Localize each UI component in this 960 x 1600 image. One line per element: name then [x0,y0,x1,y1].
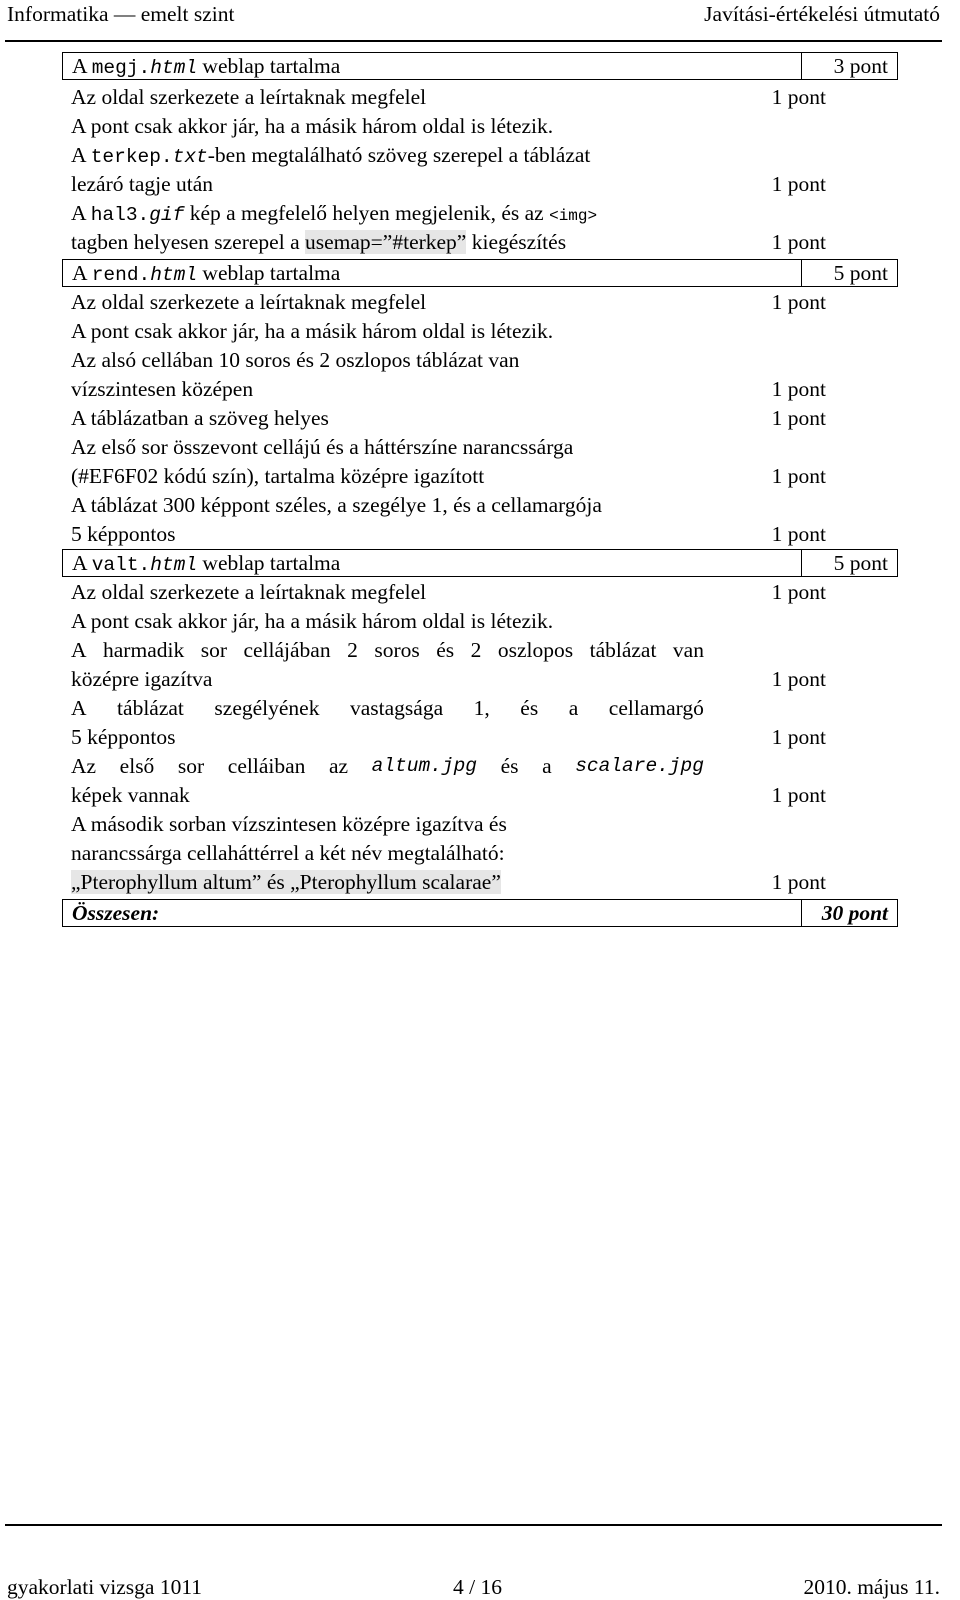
word: sor [200,638,227,662]
footer-page-number: 4 / 16 [453,1575,502,1599]
points: 1 pont [771,377,826,401]
points: 1 pont [771,870,826,894]
footer-date: 2010. május 11. [803,1575,940,1599]
points: 1 pont [771,667,826,691]
word: táblázat [589,638,657,662]
word: cellamargó [608,696,704,720]
word: 2 [470,638,482,662]
word: a [568,696,579,720]
section-row-megj: A megj.html weblap tartalma 3 pont [62,52,898,80]
points: 1 pont [771,230,826,254]
section-row-valt: A valt.html weblap tartalma 5 pont [62,549,898,577]
points: 1 pont [771,85,826,109]
justified-line [71,636,704,665]
points: 1 pont [771,783,826,807]
word: soros [374,638,420,662]
word: A [71,696,87,720]
page-footer [5,1524,942,1599]
word: harmadik [103,638,185,662]
points: 1 pont [771,406,826,430]
section-total: 5 pont [801,259,897,287]
section-total: 5 pont [801,549,897,577]
points: 1 pont [771,464,826,488]
word: táblázat [117,696,184,720]
summary-label: Összesen: [72,901,160,925]
summary-total: 30 pont [801,899,897,927]
word: van [672,638,704,662]
word: szegélyének [214,696,320,720]
word: 2 [347,638,358,662]
header-subject: Informatika — emelt szint [7,2,235,26]
footer-exam: gyakorlati vizsga 1011 [7,1575,203,1599]
word: vastagsága [349,696,444,720]
word: cellájában [243,638,331,662]
section-total: 3 pont [801,52,897,80]
justified-line [71,694,704,723]
points: 1 pont [771,580,826,604]
justified-line: Az első sor celláiban az altum.jpg és a scalare.jpg [71,752,704,781]
points: 1 pont [771,522,826,546]
points: 1 pont [771,290,826,314]
filename-scalare: scalare.jpg [575,755,704,777]
word: és [436,638,455,662]
word: 1, [473,696,490,720]
points: 1 pont [771,172,826,196]
points: 1 pont [771,725,826,749]
word: és [520,696,539,720]
page-header [5,0,942,42]
word: A [71,638,87,662]
section-row-rend: A rend.html weblap tartalma 5 pont [62,259,898,287]
word: oszlopos [497,638,574,662]
summary-row [62,899,898,927]
filename-altum: altum.jpg [371,755,477,777]
header-guide-title: Javítási-értékelési útmutató [704,2,940,26]
